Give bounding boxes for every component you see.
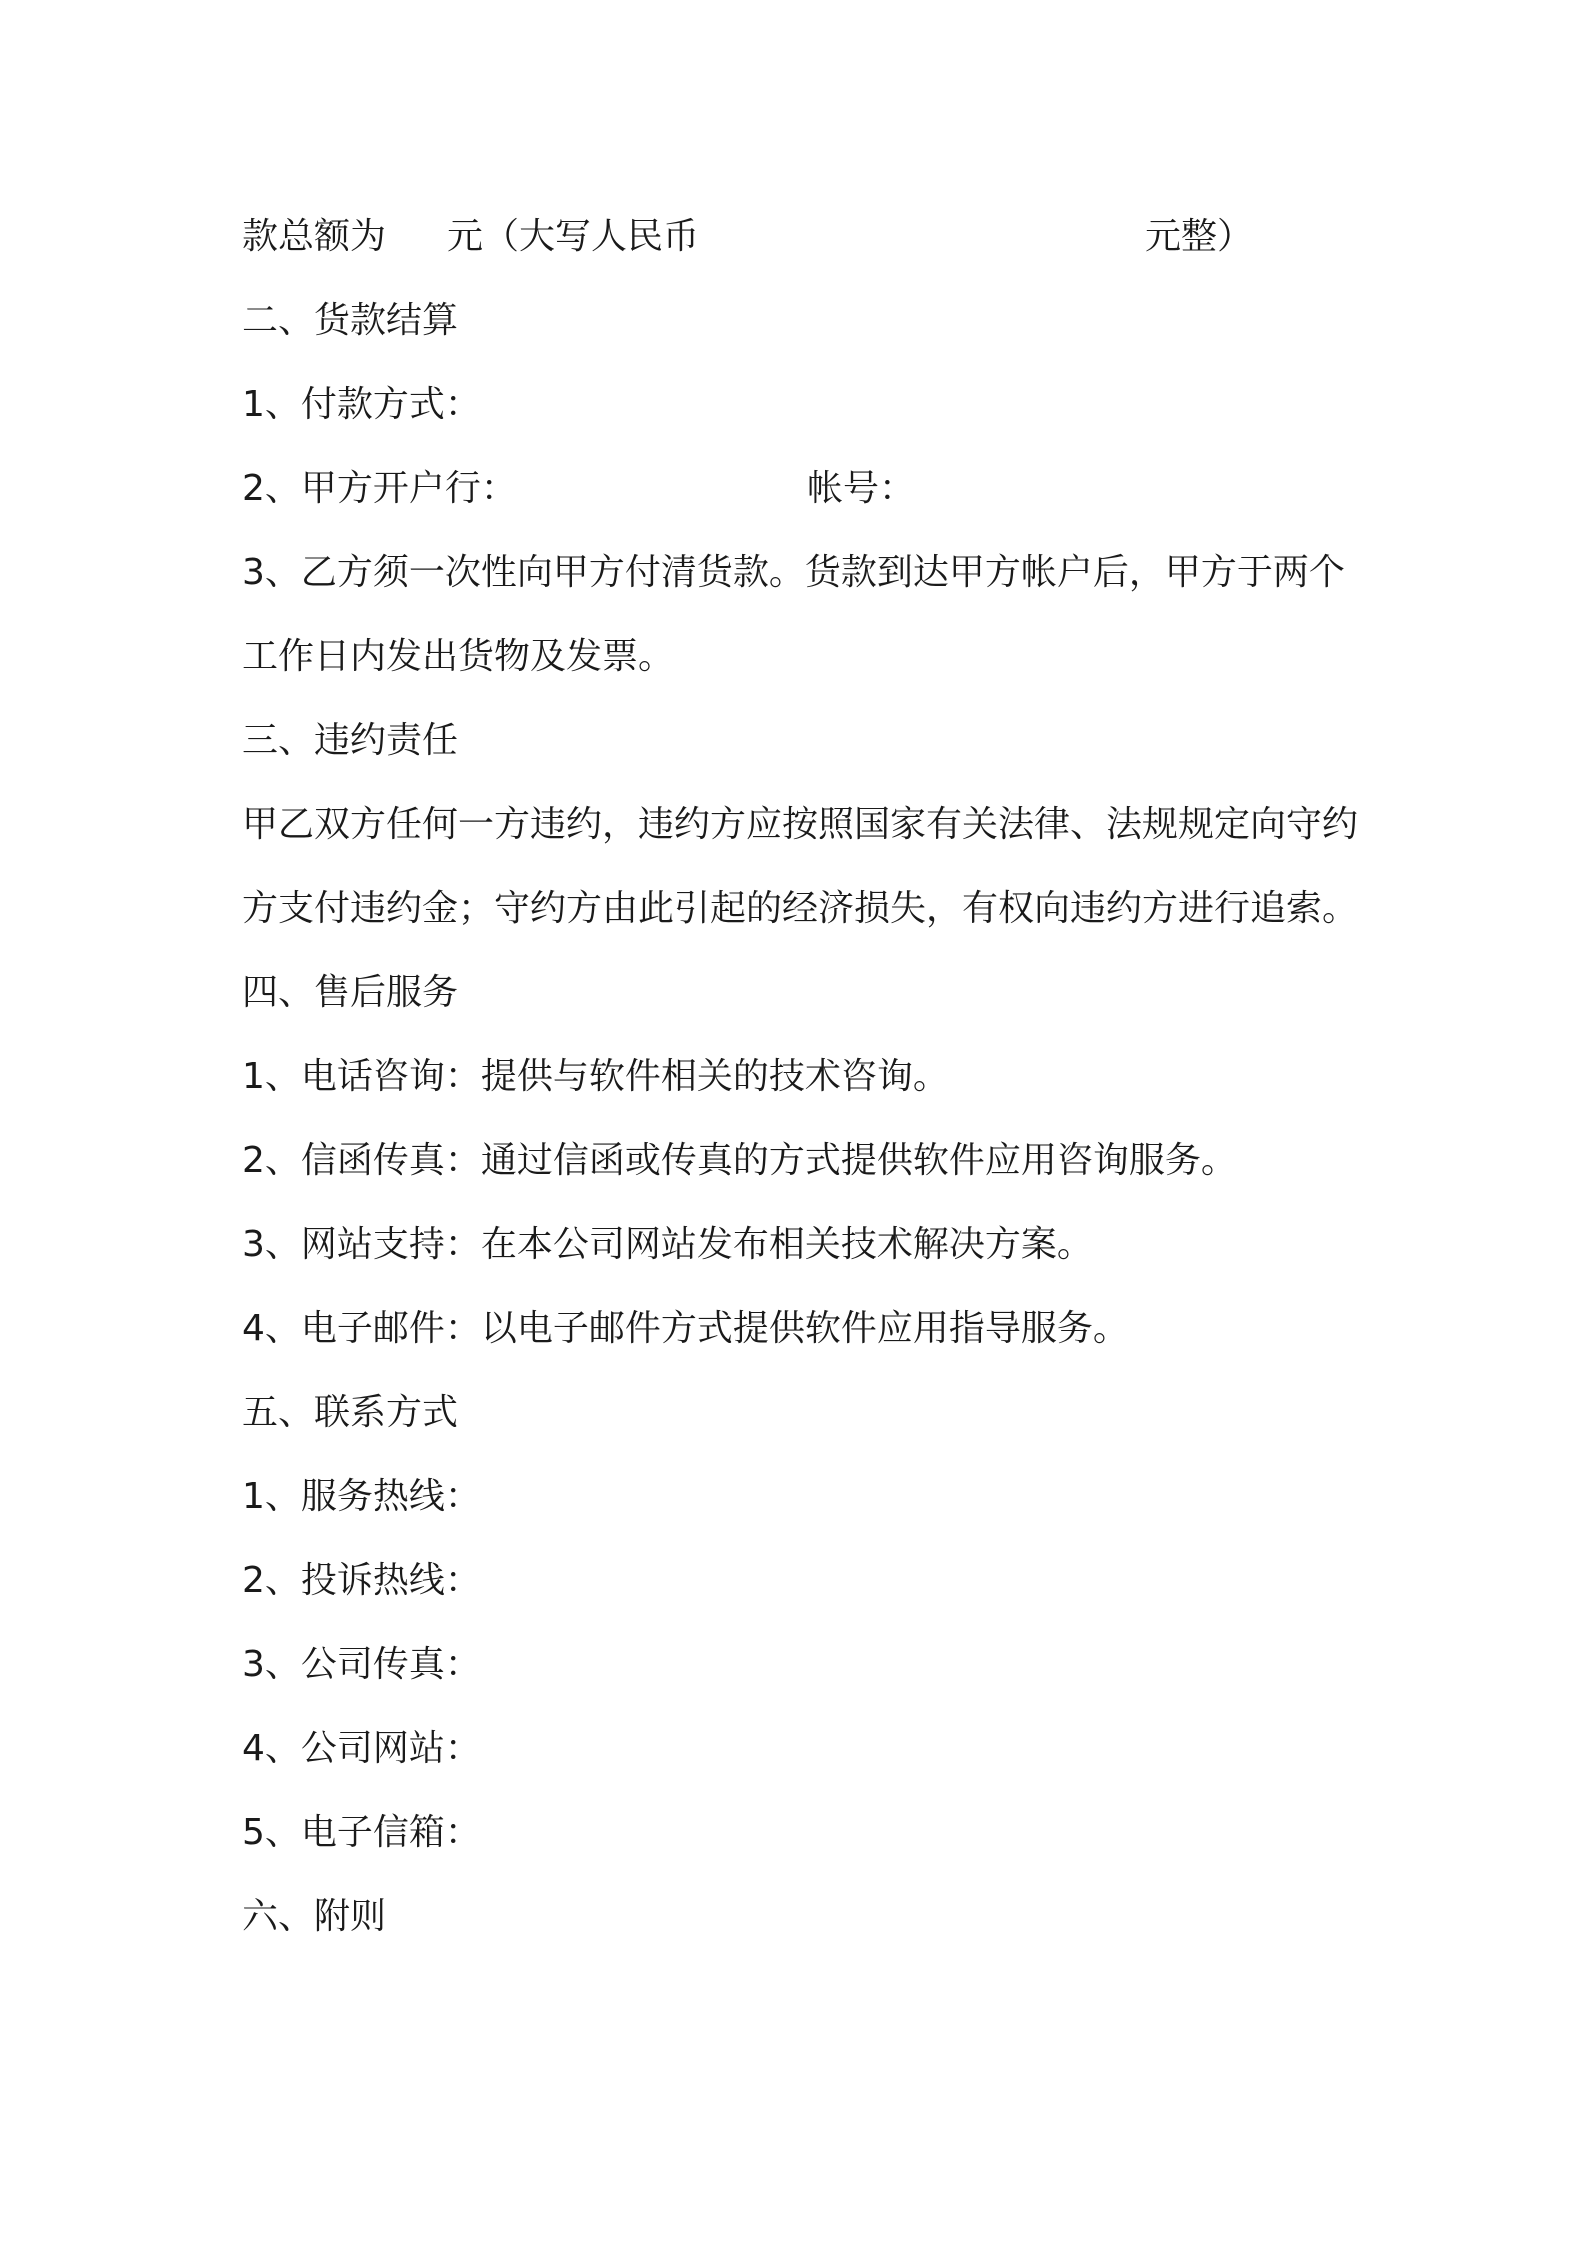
list-item: 2、投诉热线： bbox=[242, 1560, 481, 1601]
liability-text: 甲乙双方任何一方违约，违约方应按照国家有关法律、法规规定向守约方支付违约金；守约方由此引起的经济损失，有权向违约方进行追索。 bbox=[242, 804, 1359, 929]
list-item: 1、服务热线： bbox=[242, 1476, 481, 1517]
section-heading-payment: 二、货款结算 bbox=[242, 300, 459, 341]
section-heading-appendix: 六、附则 bbox=[242, 1896, 387, 1937]
total-amount-prefix: 款总额为 bbox=[242, 216, 387, 257]
contract-page bbox=[242, 195, 1362, 1959]
list-item: 3、公司传真： bbox=[242, 1644, 481, 1685]
payment-method: 1、付款方式： bbox=[242, 384, 481, 425]
bank-account-line bbox=[242, 447, 1362, 531]
account-label: 帐号： bbox=[807, 468, 916, 509]
list-item: 1、电话咨询：提供与软件相关的技术咨询。 bbox=[242, 1056, 949, 1097]
section-heading-liability: 三、违约责任 bbox=[242, 720, 459, 761]
section-heading-after-sales: 四、售后服务 bbox=[242, 972, 459, 1013]
section-heading-contact: 五、联系方式 bbox=[242, 1392, 459, 1433]
list-item: 3、网站支持：在本公司网站发布相关技术解决方案。 bbox=[242, 1224, 1093, 1265]
total-amount-unit: 元（大写人民币 bbox=[447, 216, 700, 257]
bank-label: 2、甲方开户行： bbox=[242, 468, 517, 509]
total-amount-suffix: 元整） bbox=[1145, 216, 1254, 257]
list-item: 4、电子邮件：以电子邮件方式提供软件应用指导服务。 bbox=[242, 1308, 1129, 1349]
total-amount-line bbox=[242, 195, 1362, 279]
payment-terms: 3、乙方须一次性向甲方付清货款。货款到达甲方帐户后，甲方于两个工作日内发出货物及发票。 bbox=[242, 552, 1345, 677]
list-item: 2、信函传真：通过信函或传真的方式提供软件应用咨询服务。 bbox=[242, 1140, 1237, 1181]
list-item: 5、电子信箱： bbox=[242, 1812, 481, 1853]
list-item: 4、公司网站： bbox=[242, 1728, 481, 1769]
